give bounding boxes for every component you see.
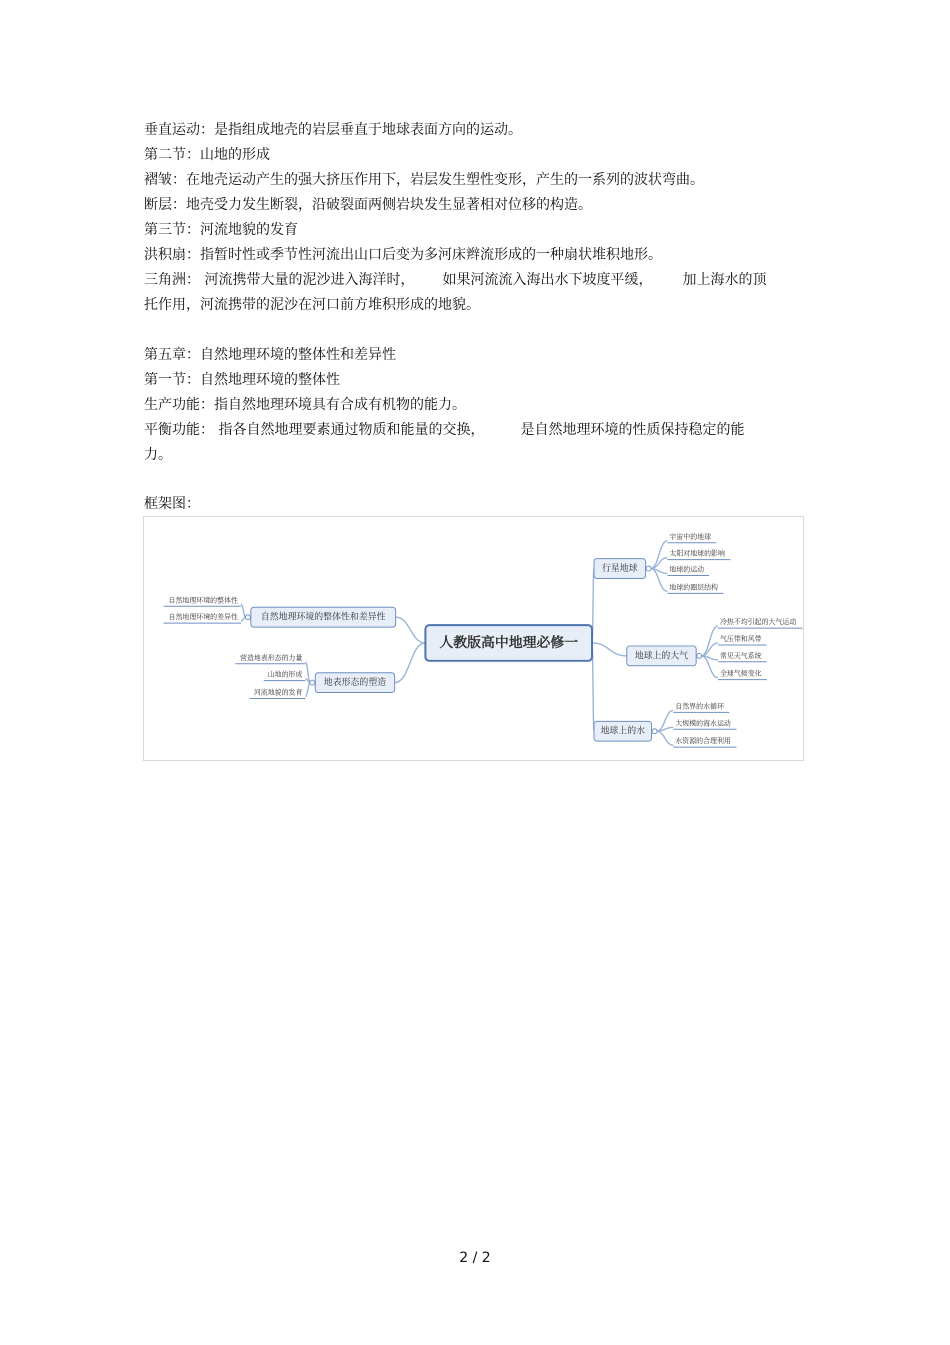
connector-left-0-0 (241, 604, 246, 617)
branch-label-left-1: 地表形态的塑造 (323, 678, 387, 689)
framework-label: 框架图： (144, 496, 200, 512)
section-heading-river: 第三节：河流地貌的发育 (144, 222, 298, 238)
paragraph-delta-line1 (144, 268, 809, 293)
leaf-right-0-0: 宇宙中的地球 (669, 532, 712, 541)
branch-label-right-1: 地球上的大气 (634, 651, 689, 662)
branch-knob-right-0 (646, 566, 651, 571)
branch-knob-right-1 (697, 653, 702, 658)
leaf-left-1-2: 河流地貌的发育 (253, 688, 303, 697)
connector-right-1 (592, 643, 627, 656)
branch-knob-right-2 (652, 729, 657, 734)
paragraph-production: 生产功能：指自然地理环境具有合成有机物的能力。 (144, 397, 466, 413)
section-heading-mountain: 第二节：山地的形成 (144, 147, 270, 163)
balance-part2: 是自然地理环境的性质保持稳定的能 (520, 422, 745, 438)
leaf-right-1-1: 气压带和风带 (719, 634, 762, 643)
paragraph-balance-line1 (144, 418, 809, 443)
paragraph-alluvial-fan: 洪积扇：指暂时性或季节性河流出山口后变为多河床辫流形成的一种扇状堆积地形。 (144, 247, 662, 263)
root-node-label: 人教版高中地理必修一 (439, 634, 579, 651)
branch-knob-left-1 (310, 680, 315, 685)
paragraph-balance-line2: 力。 (144, 447, 172, 463)
connector-right-0-3 (651, 569, 668, 592)
mind-map-nodes (164, 532, 803, 747)
leaf-left-1-0: 营造地表形态的力量 (239, 653, 303, 662)
branch-label-right-0: 行星地球 (601, 564, 638, 575)
section-heading-integrity: 第一节：自然地理环境的整体性 (144, 372, 340, 388)
connector-left-0 (396, 617, 426, 643)
leaf-right-1-3: 全球气候变化 (719, 669, 762, 678)
connector-right-0-0 (651, 541, 668, 569)
leaf-right-2-2: 水资源的合理利用 (675, 737, 731, 746)
leaf-right-0-1: 太阳对地球的影响 (669, 549, 725, 558)
connector-left-1-2 (305, 683, 310, 697)
paragraph-delta-line2: 托作用，河流携带的泥沙在河口前方堆积形成的地貌。 (144, 297, 480, 313)
leaf-left-0-1: 自然地理环境的差异性 (168, 613, 238, 622)
connector-right-2-1 (656, 727, 673, 731)
page-number: 2 / 2 (459, 1250, 491, 1266)
leaf-left-0-0: 自然地理环境的整体性 (168, 596, 238, 605)
leaf-right-2-1: 大规模的海水运动 (675, 719, 731, 728)
delta-part2: 如果河流流入海出水下坡度平缓， (442, 272, 653, 288)
paragraph-fault: 断层：地壳受力发生断裂，沿破裂面两侧岩块发生显著相对位移的构造。 (144, 197, 592, 213)
branch-label-right-2: 地球上的水 (600, 726, 646, 737)
delta-part3: 加上海水的顶 (682, 272, 767, 288)
leaf-right-0-3: 地球的圈层结构 (669, 583, 718, 592)
paragraph-fold: 褶皱：在地壳运动产生的强大挤压作用下，岩层发生塑性变形，产生的一系列的波状弯曲。 (144, 172, 704, 188)
mind-map (143, 516, 804, 761)
balance-part1: 平衡功能： 指各自然地理要素通过物质和能量的交换， (144, 422, 485, 438)
branch-label-left-0: 自然地理环境的整体性和差异性 (260, 612, 386, 623)
leaf-right-0-2: 地球的运动 (669, 565, 705, 574)
connector-right-1-0 (701, 626, 718, 656)
chapter-heading: 第五章：自然地理环境的整体性和差异性 (144, 347, 396, 363)
leaf-right-1-0: 冷热不均引起的大气运动 (719, 618, 797, 627)
paragraph-vertical-movement: 垂直运动：是指组成地壳的岩层垂直于地球表面方向的运动。 (144, 122, 522, 138)
delta-part1: 三角洲： 河流携带大量的泥沙进入海洋时， (144, 272, 415, 288)
leaf-right-1-2: 常见天气系统 (719, 651, 762, 660)
connector-left-1 (395, 643, 426, 683)
leaf-right-2-0: 自然界的水循环 (675, 702, 724, 711)
leaf-left-1-1: 山地的形成 (267, 670, 303, 679)
branch-knob-left-0 (245, 615, 250, 620)
connector-right-2-2 (656, 731, 673, 745)
